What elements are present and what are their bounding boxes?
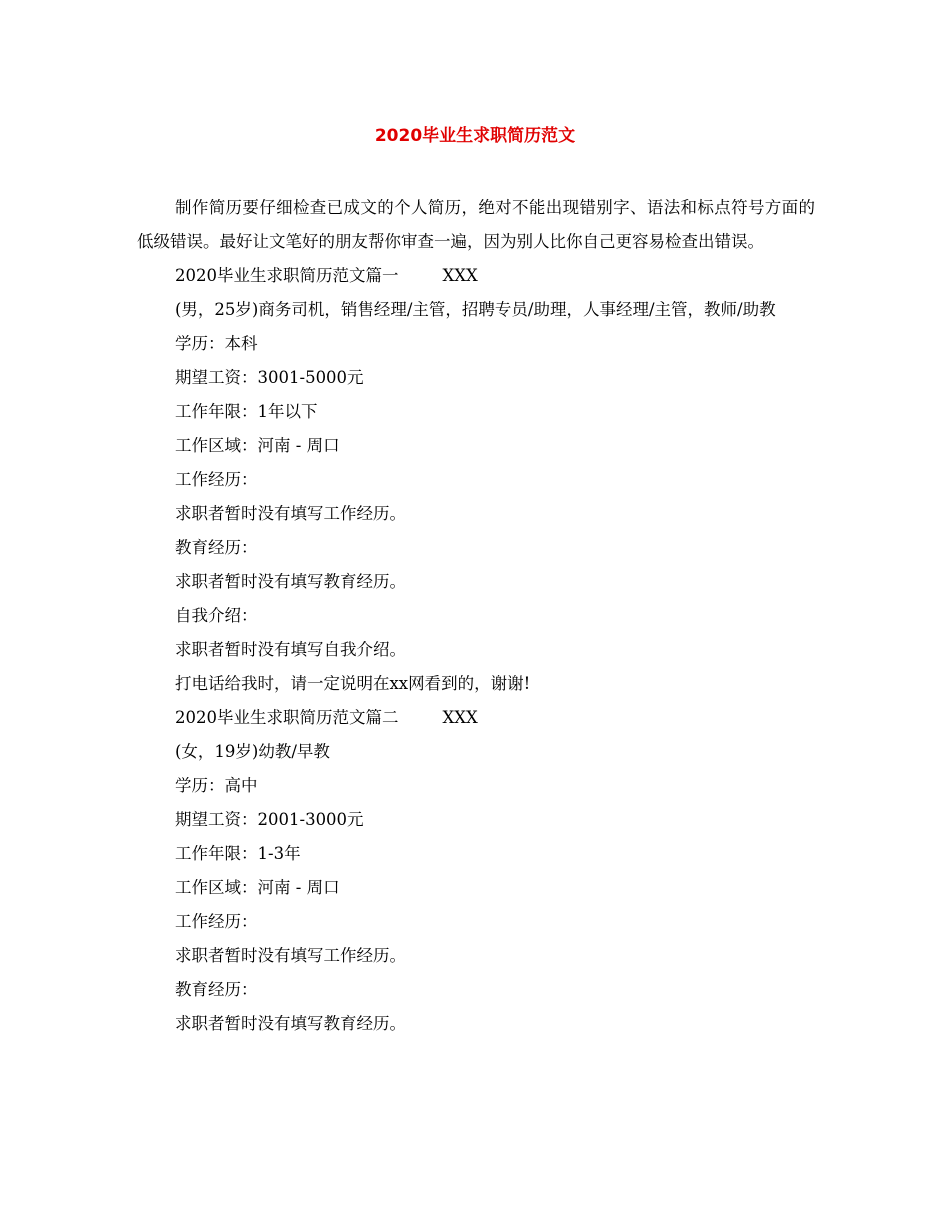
sample1-years: 工作年限：1年以下: [175, 402, 318, 421]
sample1-edu-label: 教育经历：: [175, 538, 258, 557]
document-title: 2020毕业生求职简历范文: [374, 126, 576, 146]
sample2-heading: 2020毕业生求职简历范文篇二: [175, 708, 399, 727]
sample2-name: XXX: [442, 708, 478, 727]
sample2-salary: 期望工资：2001-3000元: [175, 810, 364, 829]
sample1-salary: 期望工资：3001-5000元: [175, 368, 364, 387]
sample2-region: 工作区域：河南 - 周口: [175, 878, 340, 897]
sample1-name: XXX: [442, 266, 478, 285]
sample1-heading-line: [137, 259, 815, 293]
sample2-years: 工作年限：1-3年: [175, 844, 301, 863]
sample1-region: 工作区域：河南 - 周口: [175, 436, 340, 455]
sample1-self-text: 求职者暂时没有填写自我介绍。: [175, 640, 406, 659]
sample1-self-label: 自我介绍：: [175, 606, 258, 625]
sample1-edu-text: 求职者暂时没有填写教育经历。: [175, 572, 406, 591]
sample2-edu-text: 求职者暂时没有填写教育经历。: [175, 1014, 406, 1033]
sample1-work-text: 求职者暂时没有填写工作经历。: [175, 504, 406, 523]
document-body: [137, 191, 815, 1041]
intro-paragraph: 制作简历要仔细检查已成文的个人简历，绝对不能出现错别字、语法和标点符号方面的低级错误。最好让文笔好的朋友帮你审查一遍，因为别人比你自己更容易检查出错误。: [137, 198, 815, 251]
sample1-heading: 2020毕业生求职简历范文篇一: [175, 266, 399, 285]
sample2-heading-line: [137, 701, 815, 735]
sample2-work-label: 工作经历：: [175, 912, 258, 931]
sample1-call-note: 打电话给我时，请一定说明在xx网看到的，谢谢!: [175, 674, 531, 693]
sample2-edu-label: 教育经历：: [175, 980, 258, 999]
sample2-education: 学历：高中: [175, 776, 258, 795]
sample2-profile: (女，19岁)幼教/早教: [175, 742, 330, 761]
sample1-education: 学历：本科: [175, 334, 258, 353]
sample2-work-text: 求职者暂时没有填写工作经历。: [175, 946, 406, 965]
sample1-work-label: 工作经历：: [175, 470, 258, 489]
sample1-profile: (男，25岁)商务司机，销售经理/主管，招聘专员/助理，人事经理/主管，教师/助教: [175, 300, 776, 319]
